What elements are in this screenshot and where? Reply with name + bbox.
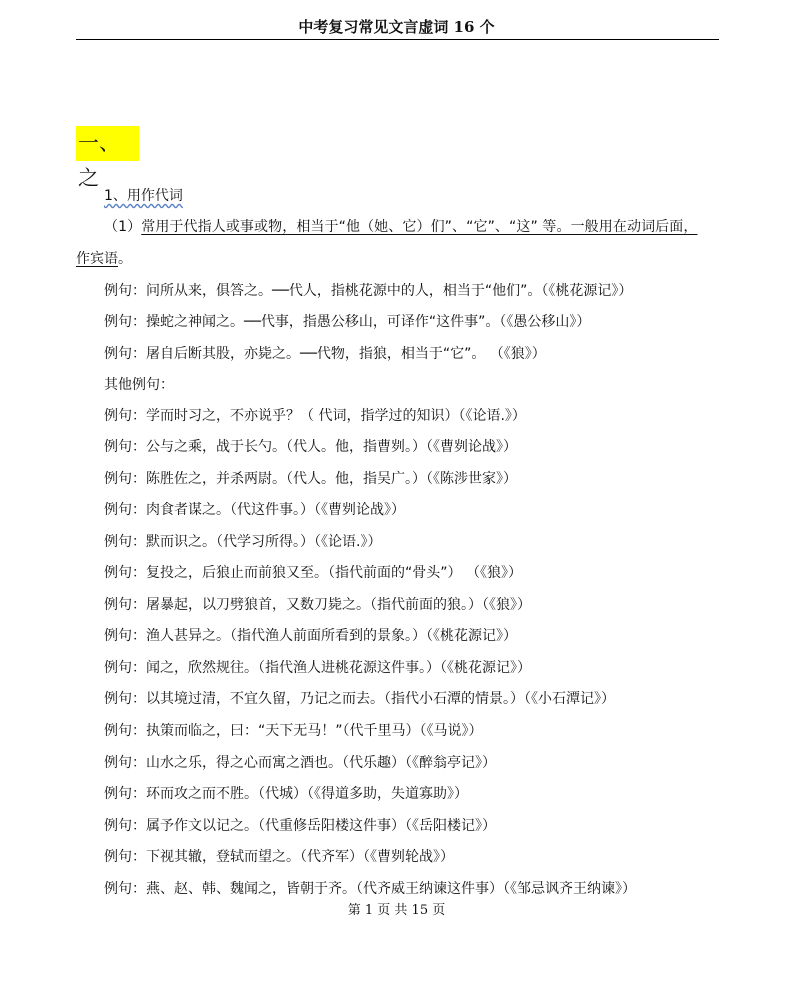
- example-line: 例句：复投之，后狼止而前狼又至。（指代前面的“骨头”） （《狼》）: [104, 565, 522, 581]
- definition-line-2: [76, 249, 132, 269]
- section-heading: 一、之: [76, 126, 139, 161]
- header-rule: [76, 39, 719, 40]
- sub-heading: 1、用作代词: [104, 188, 183, 204]
- document-header-title: 中考复习常见文言虚词 16 个: [298, 18, 495, 36]
- example-line: 例句：默而识之。（代学习所得。）（《论语.》）: [104, 534, 382, 550]
- example-line: 例句：学而时习之，不亦说乎？（ 代词，指学过的知识）（《论语.》）: [104, 408, 526, 424]
- definition-prefix: （1）: [104, 219, 142, 235]
- page-footer: 第 1 页 共 15 页: [347, 903, 446, 918]
- example-line: 例句：闻之，欣然规往。（指代渔人进桃花源这件事。）（《桃花源记》）: [104, 660, 531, 676]
- example-line: 例句：执策而临之，曰：“天下无马！”（代千里马）（《马说》）: [104, 723, 483, 739]
- example-line: 例句：山水之乐，得之心而寓之酒也。（代乐趣）（《醉翁亭记》）: [104, 755, 496, 771]
- example-line: 例句：陈胜佐之，并杀两尉。（代人。他，指吴广。）（《陈涉世家》）: [104, 471, 517, 487]
- example-line: 例句：屠暴起，以刀劈狼首，又数刀毙之。（指代前面的狼。）（《狼》）: [104, 597, 531, 613]
- example-line: 例句：肉食者谋之。（代这件事。）（《曹刿论战》）: [104, 502, 405, 518]
- example-line: 例句：渔人甚异之。（指代渔人前面所看到的景象。）（《桃花源记》）: [104, 628, 517, 644]
- definition-tail: 。: [118, 251, 132, 267]
- other-examples-label: 其他例句：: [104, 377, 174, 393]
- definition-text: 常用于代指人或事或物，相当于“他（她、它）们”、“它”、“这” 等。一般用在动词后面，: [141, 219, 698, 235]
- example-line: 例句：燕、赵、韩、魏闻之，皆朝于齐。（代齐威王纳谏这件事）（《邹忌讽齐王纳谏》）: [104, 881, 636, 897]
- example-line: 例句：操蛇之神闻之。──代事，指愚公移山，可译作“这件事”。（《愚公移山》）: [104, 314, 591, 330]
- example-line: 例句：环而攻之而不胜。（代城）（《得道多助，失道寡助》）: [104, 786, 468, 802]
- definition-line-1: [104, 217, 697, 237]
- example-line: 例句：下视其辙，登轼而望之。（代齐军）（《曹刿轮战》）: [104, 849, 454, 865]
- definition-text-cont: 作宾语: [76, 251, 118, 267]
- example-line: 例句：以其境过清，不宜久留，乃记之而去。（指代小石潭的情景。）（《小石潭记》）: [104, 691, 615, 707]
- example-line: 例句：问所从来，俱答之。──代人，指桃花源中的人，相当于“他们”。（《桃花源记》）: [104, 283, 633, 299]
- example-line: 例句：属予作文以记之。（代重修岳阳楼这件事）（《岳阳楼记》）: [104, 818, 496, 834]
- example-line: 例句：公与之乘，战于长勺。（代人。他，指曹刿。）（《曹刿论战》）: [104, 439, 517, 455]
- example-line: 例句：屠自后断其股，亦毙之。──代物，指狼，相当于“它”。 （《狼》）: [104, 346, 546, 362]
